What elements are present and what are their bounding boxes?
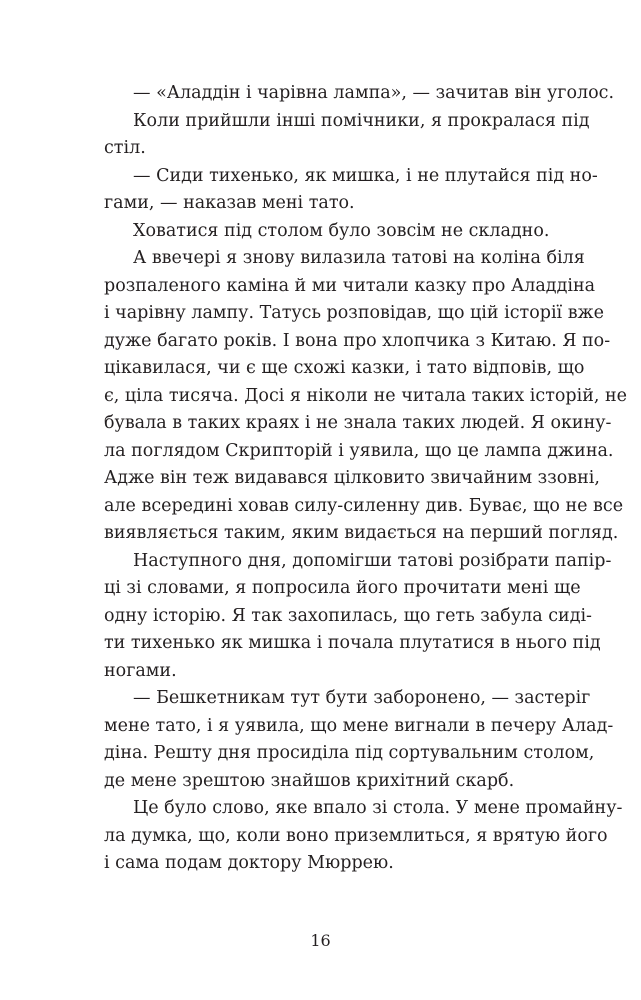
paragraph (104, 685, 614, 795)
text-line: — Сиди тихенько, як мишка, і не плутайся під но- (133, 165, 598, 186)
text-line: А ввечері я знову вилазила татові на коліна біля (133, 248, 585, 268)
text-line: виявляється таким, яким видається на перший погляд. (104, 523, 619, 543)
text-line: гами, — наказав мені тато. (104, 193, 355, 213)
paragraph (104, 548, 612, 686)
text-line: ла поглядом Скрипторій і уявила, що це лампа джина. (104, 440, 614, 461)
paragraph (104, 108, 590, 163)
paragraph (104, 80, 615, 108)
page-number: 16 (310, 931, 331, 950)
text-line: — «Аладдін і чарівна лампа», — зачитав він уголос. (133, 83, 615, 103)
text-line: де мене зрештою знайшов крихітний скарб. (104, 770, 515, 791)
text-line: і чарівну лампу. Татусь розповідав, що цій історії вже (104, 303, 605, 323)
text-line: мене тато, і я уявила, що мене вигнали в печеру Алад- (104, 715, 614, 736)
text-line: одну історію. Я так захопилась, що геть забула сиді- (104, 605, 592, 626)
text-line: цікавилася, чи є ще схожі казки, і тато відповів, що (104, 358, 585, 378)
text-line: дуже багато років. І вона про хлопчика з Китаю. Я по- (104, 330, 611, 351)
body-text (104, 80, 628, 878)
text-line: бувала в таких краях і не знала таких людей. Я окину- (104, 413, 612, 433)
text-line: але всередині ховав силу-силенну див. Буває, що не все (104, 495, 624, 516)
text-line: розпаленого каміна й ми читали казку про Аладдіна (104, 275, 596, 296)
paragraph (104, 163, 598, 218)
paragraph (104, 795, 623, 878)
text-line: ногами. (104, 660, 177, 681)
text-line: ці зі словами, я попросила його прочитати мені ще (104, 578, 581, 598)
text-line: і сама подам доктору Мюррею. (104, 853, 394, 873)
text-line: стіл. (104, 138, 146, 158)
text-line: діна. Решту дня просиділа під сортувальним столом, (104, 743, 595, 763)
text-line: Це було слово, яке впало зі стола. У мене промайну- (133, 798, 623, 818)
text-line: Ховатися під столом було зовсім не складно. (133, 220, 550, 241)
text-line: Коли прийшли інші помічники, я прокралася під (133, 110, 590, 131)
paragraph (104, 245, 628, 548)
text-line: є, ціла тисяча. Досі я ніколи не читала таких історій, не (104, 385, 628, 406)
text-line: ти тихенько як мишка і почала плутатися в нього під (104, 633, 601, 653)
text-line: ла думка, що, коли воно приземлиться, я врятую його (104, 825, 608, 846)
text-line: Наступного дня, допомігши татові розібрати папір- (133, 550, 612, 571)
text-line: — Бешкетникам тут бути заборонено, — застеріг (133, 688, 591, 708)
paragraph (104, 218, 567, 246)
text-line: Адже він теж видавався цілковито звичайним ззовні, (104, 468, 600, 488)
